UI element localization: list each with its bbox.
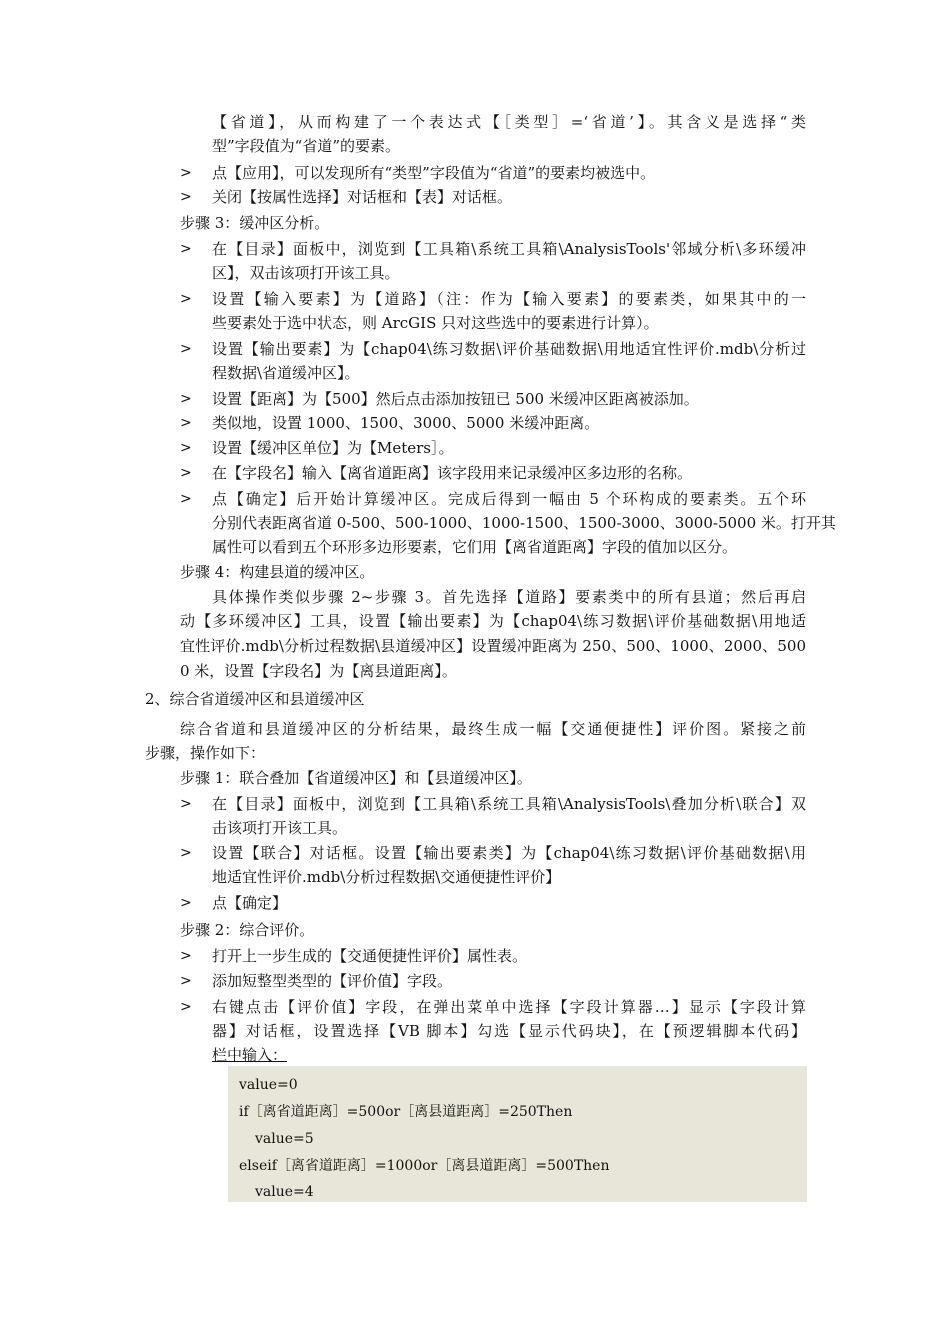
bullet-marker: > <box>180 291 192 307</box>
list-item-cont: 击该项打开该工具。 <box>212 819 348 837</box>
bullet-marker: > <box>180 165 192 181</box>
list-item: 右键点击【评价值】字段，在弹出菜单中选择【字段计算器…】显示【字段计算 <box>212 998 806 1016</box>
code-line: if［离省道距离］=500or［离县道距离］=250Then <box>239 1104 573 1120</box>
bullet-marker: > <box>180 189 192 205</box>
bullet-marker: > <box>180 440 192 456</box>
list-item: 在【字段名】输入【离省道距离】该字段用来记录缓冲区多边形的名称。 <box>212 464 693 482</box>
code-line: elseif［离省道距离］=1000or［离县道距离］=500Then <box>239 1158 610 1174</box>
list-item: 点【应用】，可以发现所有“类型”字段值为“省道”的要素均被选中。 <box>212 164 656 182</box>
paragraph-line: 0 米，设置【字段名】为【离县道距离】。 <box>180 662 457 680</box>
code-block <box>228 1066 807 1202</box>
bullet-marker: > <box>180 796 192 812</box>
bullet-marker: > <box>180 391 192 407</box>
code-line: value=5 <box>255 1131 314 1147</box>
list-item: 添加短整型类型的【评价值】字段。 <box>212 972 453 990</box>
bullet-marker: > <box>180 491 192 507</box>
list-item: 在【目录】面板中，浏览到【工具箱\系统工具箱\AnalysisTools\叠加分析\联合】双 <box>212 795 806 813</box>
list-item: 设置【联合】对话框。设置【输出要素类】为【chap04\练习数据\评价基础数据\用 <box>212 844 806 862</box>
bullet-marker: > <box>180 948 192 964</box>
list-item: 点【确定】后开始计算缓冲区。完成后得到一幅由 5 个环构成的要素类。五个环 <box>212 490 806 508</box>
bullet-marker: > <box>180 845 192 861</box>
step-heading: 步骤 1：联合叠加【省道缓冲区】和【县道缓冲区】。 <box>180 769 532 787</box>
bullet-marker: > <box>180 415 192 431</box>
paragraph-line: 动【多环缓冲区】工具，设置【输出要素】为【chap04\练习数据\评价基础数据\用地适 <box>180 612 806 630</box>
list-item-cont: 些要素处于选中状态，则 ArcGIS 只对这些选中的要素进行计算）。 <box>212 314 659 332</box>
code-line: value=4 <box>255 1184 314 1200</box>
list-item-cont: 分别代表距离省道 0-500、500-1000、1000-1500、1500-3000、3000-5000 米。打开其 <box>212 514 836 532</box>
code-line: value=0 <box>239 1077 298 1093</box>
list-item-cont: 栏中输入： <box>212 1046 288 1064</box>
step-heading: 步骤 3：缓冲区分析。 <box>180 214 330 232</box>
paragraph-line: 综合省道和县道缓冲区的分析结果，最终生成一幅【交通便捷性】评价图。紧接之前 <box>180 720 806 738</box>
list-item: 点【确定】 <box>212 894 288 912</box>
bullet-marker: > <box>180 341 192 357</box>
bullet-marker: > <box>180 241 192 257</box>
list-item: 关闭【按属性选择】对话框和【表】对话框。 <box>212 188 513 206</box>
text-line: 型”字段值为“省道”的要素。 <box>212 137 401 155</box>
list-item: 设置【输出要素】为【chap04\练习数据\评价基础数据\用地适宜性评价.mdb\分析过 <box>212 340 806 358</box>
paragraph-line: 宜性评价.mdb\分析过程数据\县道缓冲区】设置缓冲距离为 250、500、1000、2000、500 <box>180 637 806 655</box>
list-item-cont: 区】，双击该项打开该工具。 <box>212 264 400 282</box>
section-heading: 2、综合省道缓冲区和县道缓冲区 <box>145 690 365 708</box>
list-item: 类似地，设置 1000、1500、3000、5000 米缓冲距离。 <box>212 414 600 432</box>
text-line: 【省道】，从而构建了一个表达式【［类型］=‘省道’】。其含义是选择“类 <box>212 113 806 131</box>
list-item: 在【目录】面板中，浏览到【工具箱\系统工具箱\AnalysisTools'邻域分析\多环缓冲 <box>212 240 806 258</box>
list-item-cont: 程数据\省道缓冲区】。 <box>212 364 360 382</box>
bullet-marker: > <box>180 973 192 989</box>
bullet-marker: > <box>180 895 192 911</box>
bullet-marker: > <box>180 465 192 481</box>
step-heading: 步骤 4：构建县道的缓冲区。 <box>180 563 375 581</box>
list-item: 设置【距离】为【500】然后点击添加按钮已 500 米缓冲区距离被添加。 <box>212 390 699 408</box>
list-item-cont: 地适宜性评价.mdb\分析过程数据\交通便捷性评价】 <box>212 868 561 886</box>
bullet-marker: > <box>180 999 192 1015</box>
list-item-cont: 属性可以看到五个环形多边形要素，它们用【离省道距离】字段的值加以区分。 <box>212 538 738 556</box>
list-item: 打开上一步生成的【交通便捷性评价】属性表。 <box>212 947 528 965</box>
paragraph-line: 步骤，操作如下： <box>145 744 266 762</box>
paragraph-line: 具体操作类似步骤 2~步骤 3。首先选择【道路】要素类中的所有县道；然后再启 <box>212 588 806 606</box>
step-heading: 步骤 2：综合评价。 <box>180 921 315 939</box>
list-item-cont: 器】对话框，设置选择【VB 脚本】勾选【显示代码块】，在【预逻辑脚本代码】 <box>212 1022 806 1040</box>
list-item: 设置【输入要素】为【道路】（注：作为【输入要素】的要素类，如果其中的一 <box>212 290 806 308</box>
list-item: 设置【缓冲区单位】为【Meters］。 <box>212 439 454 457</box>
